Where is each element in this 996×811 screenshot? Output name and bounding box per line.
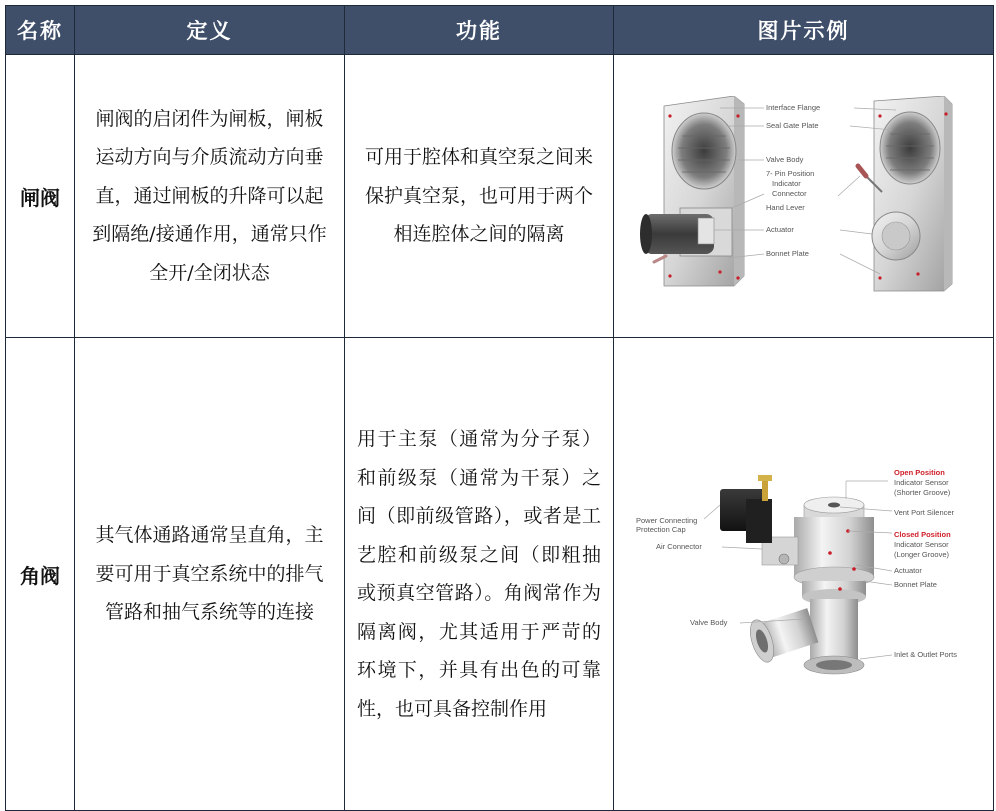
label-power-cap-1: Power Connecting xyxy=(635,516,697,525)
header-image: 图片示例 xyxy=(614,6,994,55)
gate-valve-left xyxy=(640,96,744,286)
label-power-cap-2: Protection Cap xyxy=(635,525,686,534)
label-actuator-angle: Actuator xyxy=(893,566,922,575)
label-ports: Inlet & Outlet Ports xyxy=(893,650,957,659)
valve-comparison-table xyxy=(5,5,994,811)
gate-valve-name: 闸阀 xyxy=(6,55,75,338)
label-open-position: Open Position xyxy=(893,468,945,477)
angle-valve-definition: 其气体通路通常呈直角，主要可用于真空系统中的排气管路和抽气系统等的连接 xyxy=(75,338,345,811)
label-air-connector: Air Connector xyxy=(655,542,702,551)
table-row-angle-valve xyxy=(6,338,994,811)
gate-valve-right xyxy=(858,96,952,291)
label-seal-gate-plate: Seal Gate Plate xyxy=(765,121,819,130)
label-open-groove: (Shorter Groove) xyxy=(893,488,950,497)
label-indicator: Indicator xyxy=(771,179,801,188)
label-7-pin: 7- Pin Position xyxy=(765,169,814,178)
table-header-row xyxy=(6,6,994,55)
label-open-sensor: Indicator Sensor xyxy=(893,478,949,487)
angle-valve-name: 角阀 xyxy=(6,338,75,811)
gate-valve-definition: 闸阀的启闭件为闸板，闸板运动方向与介质流动方向垂直，通过闸板的升降可以起到隔绝/接通作用，通常只作全开/全闭状态 xyxy=(75,55,345,338)
gate-valve-function: 可用于腔体和真空泵之间来保护真空泵，也可用于两个相连腔体之间的隔离 xyxy=(345,55,614,338)
header-function: 功能 xyxy=(345,6,614,55)
label-bonnet-plate-angle: Bonnet Plate xyxy=(893,580,937,589)
label-hand-lever: Hand Lever xyxy=(765,203,805,212)
label-connector: Connector xyxy=(771,189,807,198)
header-definition: 定义 xyxy=(75,6,345,55)
gate-valve-image-cell xyxy=(614,55,994,338)
label-interface-flange: Interface Flange xyxy=(765,103,820,112)
label-bonnet-plate: Bonnet Plate xyxy=(765,249,809,258)
angle-valve-diagram xyxy=(634,459,974,689)
label-closed-sensor: Indicator Sensor xyxy=(893,540,949,549)
header-name: 名称 xyxy=(6,6,75,55)
gate-valve-diagram xyxy=(634,96,974,296)
table-row-gate-valve xyxy=(6,55,994,338)
angle-valve-body xyxy=(720,475,874,674)
label-vent-port: Vent Port Silencer xyxy=(893,508,954,517)
label-valve-body: Valve Body xyxy=(765,155,803,164)
label-closed-groove: (Longer Groove) xyxy=(893,550,949,559)
label-closed-position: Closed Position xyxy=(893,530,951,539)
gate-valve-labels xyxy=(766,103,820,258)
angle-valve-image-cell xyxy=(614,338,994,811)
label-valve-body-angle: Valve Body xyxy=(689,618,727,627)
label-actuator: Actuator xyxy=(765,225,794,234)
angle-valve-function: 用于主泵（通常为分子泵）和前级泵（通常为干泵）之间（即前级管路），或者是工艺腔和前级泵之间（即粗抽或预真空管路）。角阀常作为隔离阀，尤其适用于严苛的环境下，并具有出色的可靠性，也可具备控制作用 xyxy=(345,338,614,811)
